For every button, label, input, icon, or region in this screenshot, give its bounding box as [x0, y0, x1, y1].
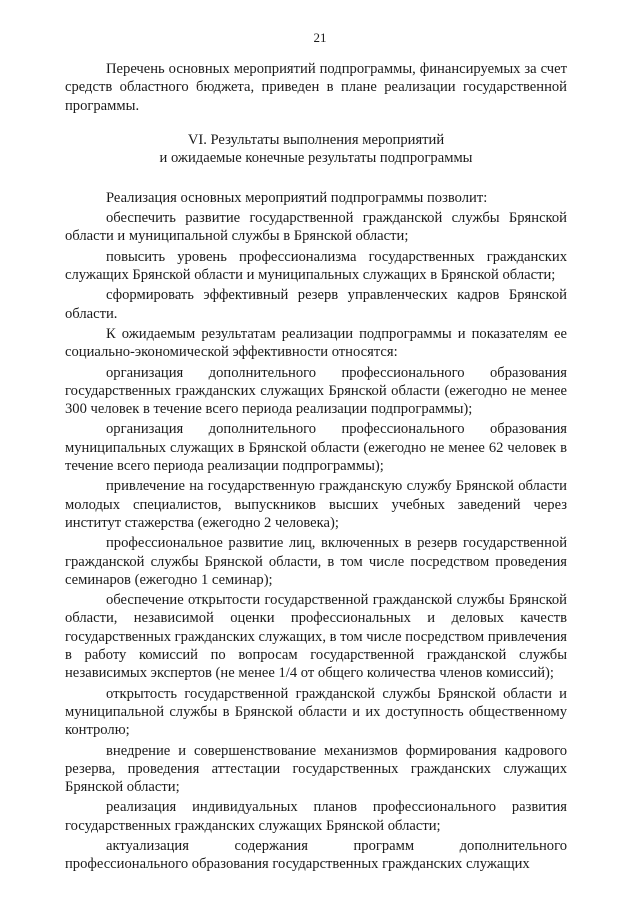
page-number: 21: [313, 30, 327, 45]
paragraph: повысить уровень профессионализма государственных гражданских служащих Брянской области и муниципальных служащих в Брянской области;: [65, 248, 567, 284]
paragraph: сформировать эффективный резерв управленческих кадров Брянской области.: [65, 287, 567, 322]
paragraph: внедрение и совершенствование механизмов формирования кадрового резерва, проведения аттестации государственных гражданских служащих Брянской области;: [65, 742, 567, 796]
paragraph: организация дополнительного профессионального образования муниципальных служащих в Брянской области (ежегодно не менее 62 человек в течение всего периода реализации подпрограммы);: [65, 421, 567, 475]
paragraph: профессиональное развитие лиц, включенных в резерв государственной гражданской службы Брянской области, в том числе посредством проведения семинаров (ежегодно 1 семинар);: [65, 535, 567, 588]
paragraph: актуализация содержания программ дополнительного профессионального образования государственных гражданских служащих: [65, 837, 567, 873]
document-body: [65, 60, 567, 876]
section-heading-line-2: и ожидаемые конечные результаты подпрограммы: [159, 149, 473, 166]
paragraph: Реализация основных мероприятий подпрограммы позволит:: [106, 189, 488, 206]
paragraph: К ожидаемым результатам реализации подпрограммы и показателям ее социально-экономической эффективности относятся:: [65, 325, 567, 361]
paragraph: организация дополнительного профессионального образования государственных гражданских служащих Брянской области (ежегодно не менее 300 человек в течение всего периода реализации подпрограммы);: [65, 364, 567, 418]
paragraph: реализация индивидуальных планов профессионального развития государственных гражданских служащих Брянской области;: [65, 799, 567, 834]
section-heading-line-1: VI. Результаты выполнения мероприятий: [187, 131, 445, 148]
paragraph: привлечение на государственную гражданскую службу Брянской области молодых специалистов, выпускников высших учебных заведений через институт стажерства (ежегодно 2 человека);: [65, 478, 567, 531]
section-heading: [65, 131, 567, 167]
paragraph: открытость государственной гражданской службы Брянской области и муниципальной службы в Брянской области и их доступность общественному контролю;: [65, 685, 567, 739]
paragraph: обеспечение открытости государственной гражданской службы Брянской области, независимой оценки профессиональных и деловых качеств государственных гражданских служащих, в том числе посредством привлечения в работу комиссий по вопросам государственной гражданской службы независимых экспертов (не менее 1/4 от общего количества членов комиссий);: [65, 592, 567, 682]
intro-paragraph: Перечень основных мероприятий подпрограммы, финансируемых за счет средств областного бюджета, приведен в плане реализации государственной программы.: [65, 61, 567, 114]
paragraph: обеспечить развитие государственной гражданской службы Брянской области и муниципальной службы в Брянской области;: [65, 210, 567, 245]
